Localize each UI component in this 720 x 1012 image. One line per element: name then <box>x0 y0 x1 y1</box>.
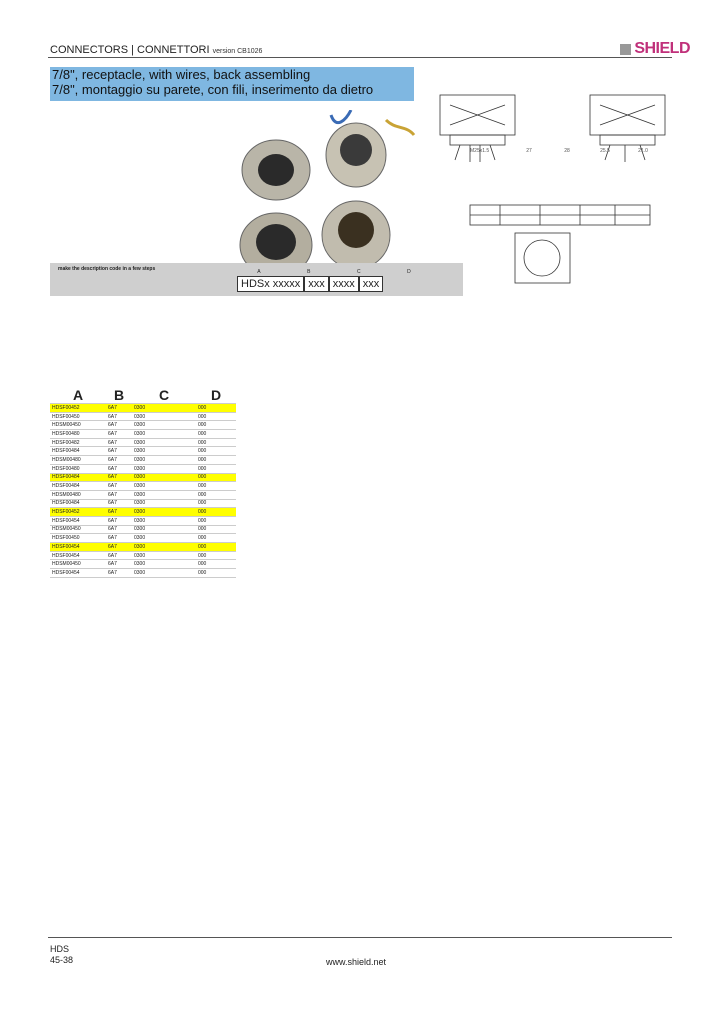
table-row <box>50 482 236 491</box>
page-code <box>50 944 73 966</box>
page-series: HDS <box>50 944 70 954</box>
table-cell: 000 <box>196 525 236 534</box>
table-row <box>50 412 236 421</box>
code-part-c: xxxx <box>329 276 359 292</box>
table-row <box>50 534 236 543</box>
website-link[interactable]: www.shield.net <box>326 957 387 967</box>
table-cell: 000 <box>196 560 236 569</box>
table-cell: HDSF00454 <box>50 516 106 525</box>
table-cell: 0300 <box>132 456 196 465</box>
letter-c: C <box>356 269 361 275</box>
footer-rule <box>48 937 672 938</box>
page-title <box>50 44 262 56</box>
table-cell: 6A7 <box>106 499 132 508</box>
table-row <box>50 525 236 534</box>
table-cell: 6A7 <box>106 404 132 413</box>
table-cell: 000 <box>196 412 236 421</box>
table-cell: HDSM00450 <box>50 525 106 534</box>
table-cell: HDSF00450 <box>50 534 106 543</box>
table-cell: HDSF00480 <box>50 430 106 439</box>
table-cell: 0300 <box>132 569 196 578</box>
letter-b: B <box>307 269 311 275</box>
table-cell: 000 <box>196 499 236 508</box>
banner-title-en: 7/8", receptacle, with wires, back assembling <box>52 67 311 82</box>
table-cell: 0300 <box>132 430 196 439</box>
ordering-letters <box>234 269 434 275</box>
table-cell: HDSM00480 <box>50 490 106 499</box>
table-cell: 6A7 <box>106 456 132 465</box>
table-cell: HDSM00480 <box>50 456 106 465</box>
table-cell: 0300 <box>132 560 196 569</box>
code-part-d: xxx <box>359 276 384 292</box>
table-cell: HDSF00452 <box>50 508 106 517</box>
brand-logo <box>620 40 690 58</box>
table-cell: 000 <box>196 464 236 473</box>
code-part-b: xxx <box>304 276 329 292</box>
table-cell: HDSF00484 <box>50 473 106 482</box>
product-banner <box>50 67 414 101</box>
table-cell: 6A7 <box>106 508 132 517</box>
table-cell: 6A7 <box>106 490 132 499</box>
table-row <box>50 560 236 569</box>
table-row <box>50 447 236 456</box>
dim-value: 25.5 <box>600 148 610 154</box>
table-cell: HDSF00454 <box>50 543 106 552</box>
table-cell: 6A7 <box>106 482 132 491</box>
table-cell: 6A7 <box>106 430 132 439</box>
table-row <box>50 551 236 560</box>
table-cell: 6A7 <box>106 412 132 421</box>
table-cell: HDSM00450 <box>50 560 106 569</box>
dim-value: 28 <box>564 148 570 154</box>
table-cell: 000 <box>196 569 236 578</box>
table-cell: 0300 <box>132 447 196 456</box>
table-cell: 0300 <box>132 516 196 525</box>
table-cell: 000 <box>196 534 236 543</box>
title-text: CONNECTORS | CONNETTORI <box>50 44 210 56</box>
table-cell: HDSF00482 <box>50 438 106 447</box>
table-cell: 0300 <box>132 464 196 473</box>
table-cell: HDSF00484 <box>50 499 106 508</box>
logo-mark-icon <box>620 44 631 55</box>
table-cell: 0300 <box>132 551 196 560</box>
table-cell: 000 <box>196 473 236 482</box>
table-cell: HDSF00480 <box>50 464 106 473</box>
table-cell: 6A7 <box>106 447 132 456</box>
table-row <box>50 473 236 482</box>
table-cell: 000 <box>196 438 236 447</box>
table-cell: 6A7 <box>106 473 132 482</box>
ordering-label: make the description code in a few steps <box>58 266 156 272</box>
table-cell: 6A7 <box>106 438 132 447</box>
table-cell: 000 <box>196 430 236 439</box>
table-row <box>50 516 236 525</box>
table-cell: HDSF00484 <box>50 447 106 456</box>
table-cell: 0300 <box>132 412 196 421</box>
letter-a: A <box>257 269 261 275</box>
page-number: 45-38 <box>50 955 74 965</box>
table-cell: 0300 <box>132 490 196 499</box>
table-cell: 6A7 <box>106 551 132 560</box>
table-cell: 000 <box>196 516 236 525</box>
table-cell: HDSF00452 <box>50 404 106 413</box>
table-cell: HDSF00450 <box>50 412 106 421</box>
table-cell: 000 <box>196 551 236 560</box>
table-cell: 0300 <box>132 534 196 543</box>
table-row <box>50 508 236 517</box>
table-row <box>50 543 236 552</box>
table-cell: 0300 <box>132 508 196 517</box>
table-cell: 0300 <box>132 438 196 447</box>
col-c: C <box>132 387 196 404</box>
table-row <box>50 421 236 430</box>
table-row <box>50 404 236 413</box>
header-rule <box>48 57 672 58</box>
table-row <box>50 490 236 499</box>
brand-name: SHIELD <box>634 40 690 57</box>
version-text: version CB1026 <box>212 48 263 55</box>
banner-title-it: 7/8", montaggio su parete, con fili, inserimento da dietro <box>52 82 374 97</box>
dim-value: 27 <box>526 148 532 154</box>
dim-thread: M25x1.5 <box>470 148 490 154</box>
table-cell: HDSF00484 <box>50 482 106 491</box>
table-cell: 000 <box>196 456 236 465</box>
table-cell: 0300 <box>132 421 196 430</box>
table-row <box>50 438 236 447</box>
table-cell: 000 <box>196 490 236 499</box>
table-cell: 6A7 <box>106 543 132 552</box>
table-cell: 000 <box>196 482 236 491</box>
table-cell: 6A7 <box>106 421 132 430</box>
product-table <box>50 387 236 578</box>
col-b: B <box>106 387 132 404</box>
table-cell: 0300 <box>132 543 196 552</box>
table-cell: 0300 <box>132 482 196 491</box>
table-cell: 0300 <box>132 404 196 413</box>
table-cell: 6A7 <box>106 464 132 473</box>
table-cell: 000 <box>196 404 236 413</box>
table-row <box>50 430 236 439</box>
table-header <box>50 387 236 404</box>
table-cell: HDSM00450 <box>50 421 106 430</box>
code-part-a: HDSx xxxxx <box>237 276 304 292</box>
letter-d: D <box>407 269 411 275</box>
col-a: A <box>50 387 106 404</box>
col-d: D <box>196 387 236 404</box>
table-cell: 000 <box>196 543 236 552</box>
table-cell: 6A7 <box>106 534 132 543</box>
table-cell: 0300 <box>132 473 196 482</box>
table-cell: 000 <box>196 508 236 517</box>
table-cell: HDSF00454 <box>50 569 106 578</box>
table-cell: 6A7 <box>106 560 132 569</box>
table-row <box>50 456 236 465</box>
table-cell: 6A7 <box>106 516 132 525</box>
table-row <box>50 464 236 473</box>
table-cell: 000 <box>196 447 236 456</box>
table-cell: 000 <box>196 421 236 430</box>
table-row <box>50 499 236 508</box>
table-row <box>50 569 236 578</box>
table-cell: HDSF00454 <box>50 551 106 560</box>
dim-value: 21.0 <box>638 148 648 154</box>
table-cell: 6A7 <box>106 569 132 578</box>
table-cell: 0300 <box>132 525 196 534</box>
table-cell: 6A7 <box>106 525 132 534</box>
table-cell: 0300 <box>132 499 196 508</box>
dimension-table <box>470 148 670 154</box>
ordering-code <box>237 276 383 292</box>
